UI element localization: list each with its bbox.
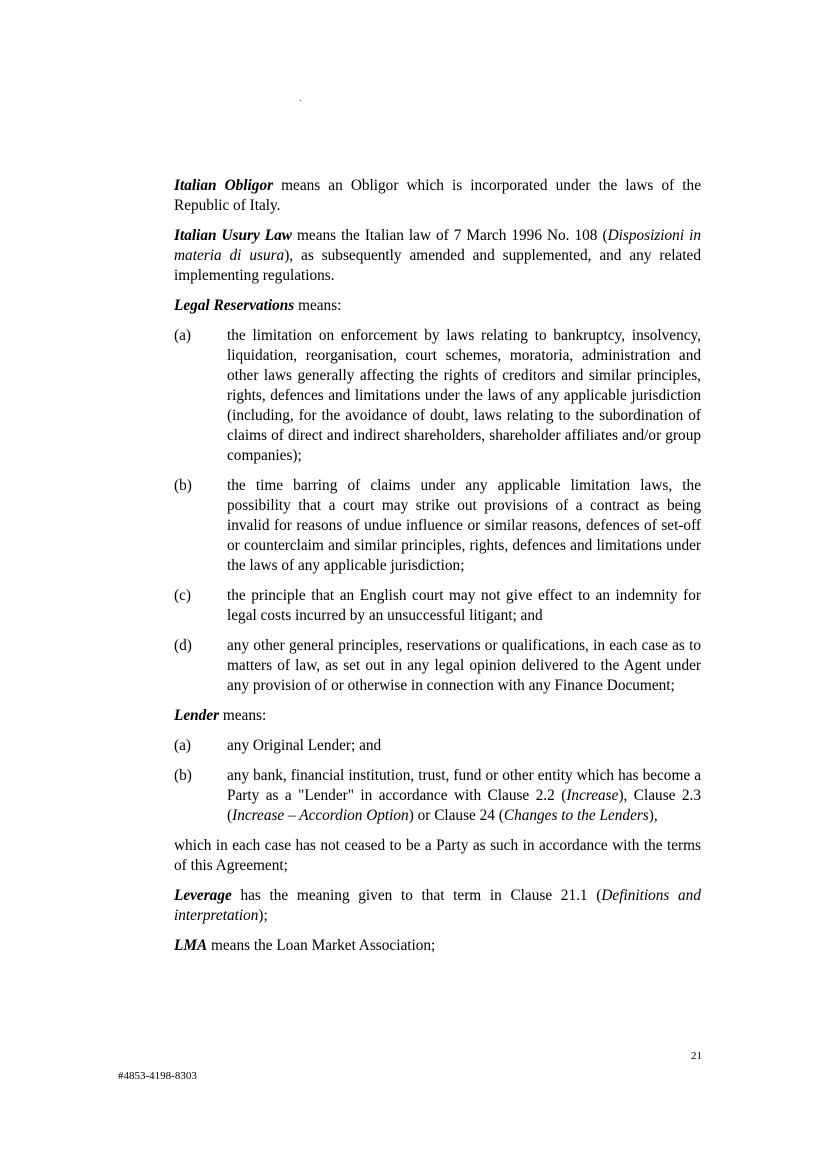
definition-text: means the Italian law of 7 March 1996 No. 108 ( [292,227,608,244]
definition-text: ), as subsequently amended and supplemented, and any related implementing regulations. [174,247,701,284]
item-text [227,766,701,826]
item-label: (b) [174,477,192,494]
definition-italian-usury-law [174,226,701,286]
defined-term: Legal Reservations [174,297,295,314]
page-number: 21 [691,1050,702,1062]
definition-italic-text: Disposizioni in materia di usura [174,227,701,264]
scan-speck [300,100,301,101]
definition-lma [174,936,701,956]
item-text-part: any bank, financial institution, trust, fund or other entity which has become a Party as a "Lender" in accordance with Clause 2.2 ( [227,767,701,804]
item-text: the time barring of claims under any applicable limitation laws, the possibility that a court may strike out provisions of a contract as being invalid for reasons of undue influence or similar reasons, defences of set-off or counterclaim and similar principles, rights, defences and limitations under the laws of any applicable jurisdiction; [227,477,701,574]
item-text: the limitation on enforcement by laws relating to bankruptcy, insolvency, liquidation, reorganisation, court schemes, moratoria, administration and other laws generally affecting the rights of creditors and similar principles, rights, defences and limitations under the laws of any applicable jurisdiction (including, for the avoidance of doubt, laws relating to the subordination of claims of direct and indirect shareholders, shareholder affiliates and/or group companies); [227,327,701,464]
definition-italic-text: Definitions and interpretation [174,887,701,924]
item-label: (c) [174,587,191,604]
definition-text: has the meaning given to that term in Clause 21.1 ( [231,887,602,904]
item-text-part: ) or Clause 24 ( [408,807,504,824]
definition-lender [174,706,701,726]
item-label: (d) [174,637,192,654]
item-text-part: ), [648,807,658,824]
definition-leverage [174,886,701,926]
list-item [174,636,701,696]
defined-term: Italian Usury Law [174,227,292,244]
definition-italian-obligor [174,176,701,216]
list-item [174,736,701,756]
item-text: any other general principles, reservations or qualifications, in each case as to matters of law, as set out in any legal opinion delivered to the Agent under any provision of or otherwise in connection with any Finance Document; [227,637,701,694]
item-italic-text: Increase [566,787,619,804]
lender-closing-text: which in each case has not ceased to be a Party as such in accordance with the terms of this Agreement; [174,837,701,874]
list-item [174,586,701,626]
list-item [174,326,701,466]
item-label: (a) [174,737,191,754]
defined-term: Leverage [174,887,232,904]
list-item [174,476,701,576]
defined-term: Italian Obligor [174,177,274,194]
item-label: (b) [174,767,192,784]
document-reference: #4853-4198-8303 [118,1070,197,1082]
definition-text: means: [219,707,267,724]
definitions-section [174,176,701,966]
defined-term: Lender [174,707,220,724]
defined-term: LMA [174,937,208,954]
item-text-part: ), Clause 2.3 ( [227,787,701,824]
definition-text: means an Obligor which is incorporated under the laws of the Republic of Italy. [174,177,701,214]
item-text: the principle that an English court may not give effect to an indemnity for legal costs incurred by an unsuccessful litigant; and [227,587,701,624]
item-italic-text: Changes to the Lenders [503,807,649,824]
list-item [174,766,701,826]
item-label: (a) [174,327,191,344]
definition-text: ); [258,907,268,924]
item-text: any Original Lender; and [227,737,382,754]
item-italic-text: Increase – Accordion Option [232,807,409,824]
definition-text: means: [294,297,342,314]
definition-legal-reservations [174,296,701,316]
definition-text: means the Loan Market Association; [207,937,436,954]
